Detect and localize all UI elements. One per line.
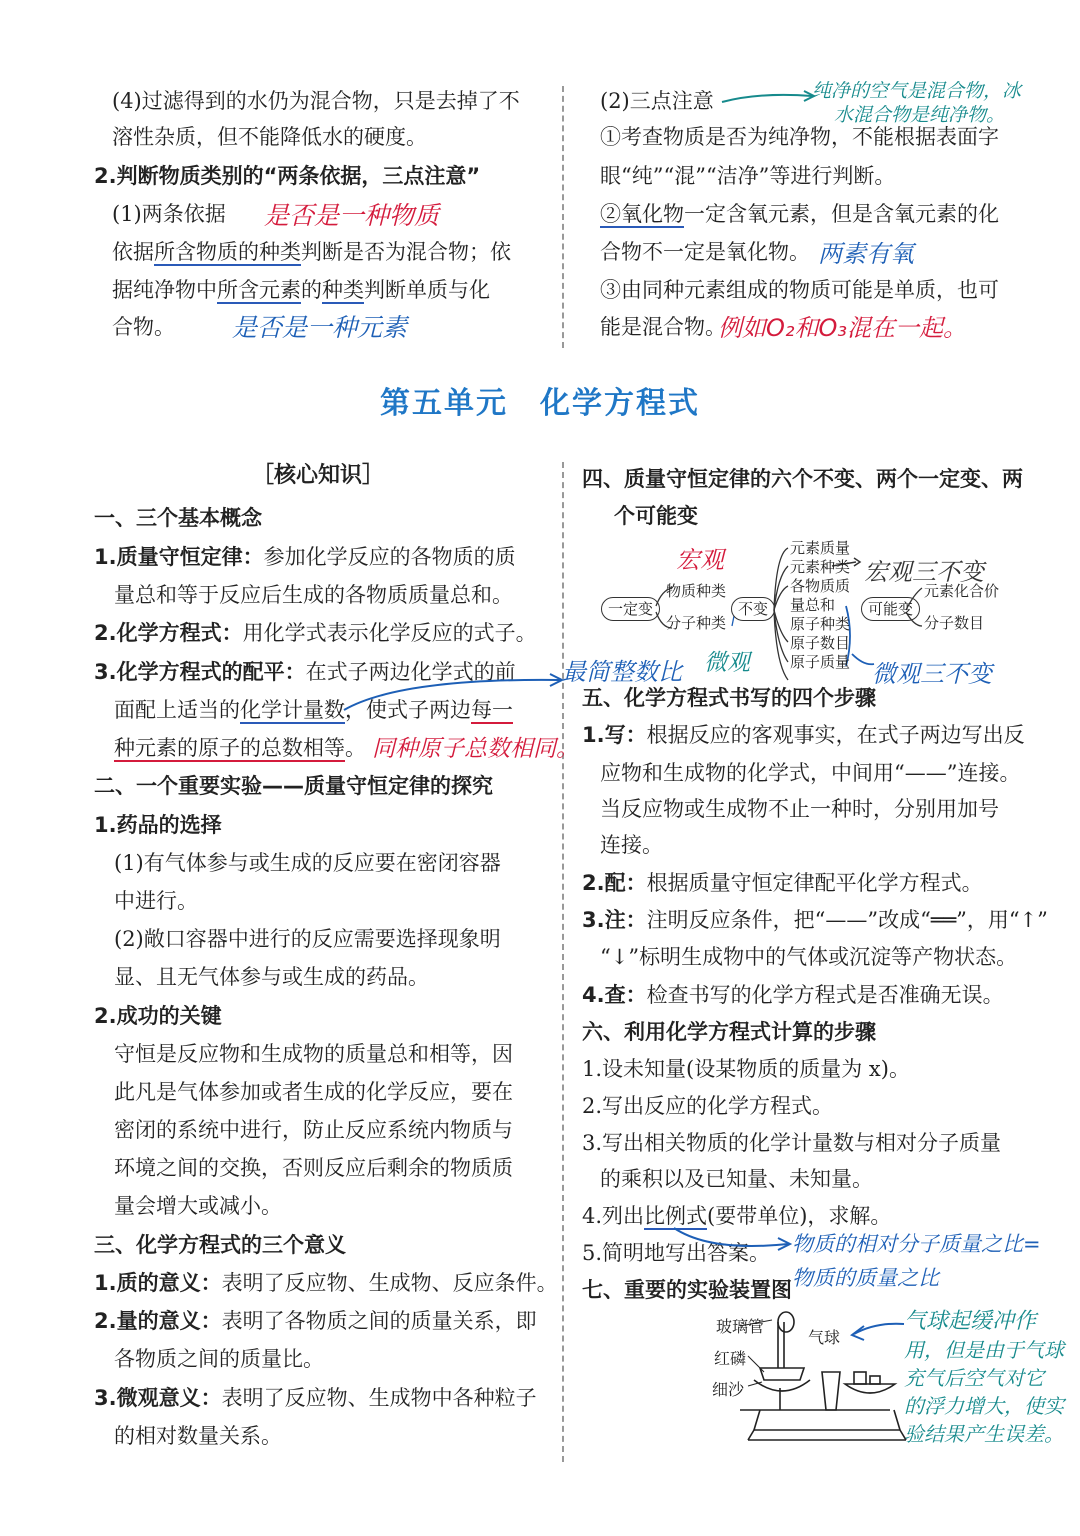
meaning-1: [94, 1270, 558, 1296]
top-right-line3: [600, 201, 999, 227]
diag-fenzi: 分子种类: [666, 614, 727, 632]
step-write: [582, 722, 1025, 748]
exp-1-line2: 中进行。: [114, 889, 198, 913]
arrow-icon: [720, 90, 820, 110]
step-check: [582, 982, 1004, 1008]
arrow-icon: [846, 1318, 908, 1342]
diag-b4: 量总和: [790, 596, 836, 614]
calc-2: 2.写出反应的化学方程式。: [582, 1094, 834, 1118]
sub-heading-1: (1)两条依据: [112, 202, 226, 226]
diag-b2: 元素种类: [790, 558, 851, 576]
text: 依据: [112, 240, 154, 264]
label: 3.化学方程式的配平：: [94, 660, 306, 684]
annotation-teal-2b: 用，但是由于气球: [904, 1338, 1064, 1362]
label-balloon: 气球: [808, 1328, 841, 1347]
calc-3: 3.写出相关物质的化学计量数与相对分子质量: [582, 1131, 1002, 1155]
diag-b6: 原子数目: [790, 634, 851, 652]
label: 3.微观意义：: [94, 1386, 222, 1410]
concept-1-cont: 量总和等于反应后生成的各物质质量总和。: [114, 583, 513, 607]
step-note: [582, 907, 1048, 933]
calc-5: 5.简明地写出答案。: [582, 1241, 771, 1265]
section-4-heading-cont: 个可能变: [614, 504, 698, 528]
underlined-text: 每一: [471, 698, 513, 722]
meaning-3: [94, 1385, 537, 1411]
exp-1-line1: (1)有气体参与或生成的反应要在密闭容器: [114, 851, 501, 875]
annotation-blue-4b: 物质的质量之比: [792, 1266, 939, 1290]
exp-1-heading: 1.药品的选择: [94, 813, 222, 837]
exp-2-line1: 守恒是反应物和生成物的质量总和相等，因: [114, 1042, 513, 1066]
top-left-line1: (4)过滤得到的水仍为混合物，只是去掉了不: [112, 89, 520, 113]
text: 根据反应的客观事实，在式子两边写出反: [646, 723, 1025, 747]
text: ，使式子两边: [345, 698, 471, 722]
text: 注明反应条件，把“——”改成“══”，用“↑”: [646, 908, 1048, 932]
annotation-red-hongguan: 宏观: [676, 546, 724, 574]
box-yiding: 一定变: [601, 597, 660, 621]
exp-1-line4: 显、且无气体参与或生成的药品。: [114, 965, 429, 989]
box-keneng: 可能变: [861, 597, 920, 621]
top-right-line1: ①考查物质是否为纯净物，不能根据表面字: [600, 125, 999, 149]
annotation-blue-3: 最简整数比: [562, 658, 682, 686]
annotation-teal-weiguan: 微观: [704, 650, 750, 676]
text: 判断是否为混合物；依: [301, 240, 511, 264]
label: 1.质的意义：: [94, 1271, 222, 1295]
label: 1.写：: [582, 723, 647, 747]
annotation-hongguan3: 宏观三不变: [864, 558, 984, 586]
section-1-heading: 一、三个基本概念: [94, 506, 262, 530]
underlined-text: 种元素的原子的总数相等: [114, 736, 345, 760]
underlined-text: 所含物质的种类: [154, 240, 301, 264]
text: 表明了各物质之间的质量关系，即: [221, 1309, 537, 1333]
exp-2-line4: 环境之间的交换，否则反应后剩余的物质质: [114, 1156, 513, 1180]
diag-b7: 原子质量: [790, 653, 851, 671]
text: 。: [345, 736, 366, 760]
exp-2-line2: 此凡是气体参加或者生成的化学反应，要在: [114, 1080, 513, 1104]
annotation-blue-weiguan3: 微观三不变: [872, 660, 992, 688]
underlined-text: 比例式: [644, 1204, 708, 1228]
text: 用化学式表示化学反应的式子。: [242, 621, 537, 645]
diag-b1: 元素质量: [790, 539, 851, 557]
top-divider: [562, 86, 564, 348]
text: 据纯净物中: [112, 278, 217, 302]
text: 判断单质与化: [364, 278, 490, 302]
exp-2-line3: 密闭的系统中进行，防止反应系统内物质与: [114, 1118, 513, 1142]
label: 2.化学方程式：: [94, 621, 243, 645]
underlined-text: ②氧化物: [600, 202, 684, 226]
underlined-text: 化学计量数: [240, 698, 345, 722]
label: 3.注：: [582, 908, 647, 932]
top-left-para1: [112, 239, 511, 265]
main-divider: [562, 462, 564, 1462]
underlined-text: 所含元素: [217, 278, 301, 302]
annotation-teal-1b: 水混合物是纯净物。: [834, 104, 1006, 126]
exp-1-line3: (2)敞口容器中进行的反应需要选择现象明: [114, 927, 501, 951]
top-right-line6: 能是混合物。: [600, 315, 726, 339]
step-write-cont3: 连接。: [600, 833, 663, 857]
annotation-teal-2e: 验结果产生误差。: [904, 1422, 1064, 1446]
concept-3-cont: [114, 697, 513, 723]
meaning-2-cont: 各物质之间的质量比。: [114, 1347, 324, 1371]
calc-3-cont: 的乘积以及已知量、未知量。: [600, 1167, 873, 1191]
annotation-teal-2c: 充气后空气对它: [904, 1366, 1044, 1390]
core-knowledge-heading: ［核心知识］: [252, 463, 385, 488]
text: (要带单位)，求解。: [707, 1204, 892, 1228]
annotation-blue-1: 是否是一种元素: [232, 313, 408, 342]
diag-wuzhi: 物质种类: [666, 582, 727, 600]
step-write-cont1: 应物和生成物的化学式，中间用“——”连接。: [600, 761, 1021, 785]
top-right-line5: ③由同种元素组成的物质可能是单质，也可: [600, 278, 999, 302]
annotation-teal-1a: 纯净的空气是混合物，冰: [812, 80, 1022, 102]
label: 2.配：: [582, 871, 647, 895]
annotation-red-2: 例如O₂和O₃混在一起。: [718, 314, 968, 342]
top-left-para2: [112, 277, 490, 303]
section-7-heading: 七、重要的实验装置图: [582, 1278, 792, 1302]
exp-2-heading: 2.成功的关键: [94, 1004, 222, 1028]
diag-b5: 原子种类: [790, 615, 851, 633]
text: 表明了反应物、生成物、反应条件。: [221, 1271, 558, 1295]
diag-k2: 分子数目: [924, 614, 985, 632]
annotation-blue-2: 两素有氧: [818, 240, 914, 268]
step-note-cont: “↓”标明生成物中的气体或沉淀等产物状态。: [600, 945, 1018, 969]
text: 参加化学反应的各物质的质: [263, 545, 516, 569]
exp-2-line5: 量会增大或减小。: [114, 1194, 282, 1218]
annotation-red-1: 是否是一种物质: [264, 201, 440, 230]
annotation-blue-4a: 物质的相对分子质量之比=: [792, 1232, 1041, 1256]
section-6-heading: 六、利用化学方程式计算的步骤: [582, 1020, 876, 1044]
text: 在式子两边化学式的前: [305, 660, 516, 684]
label-fine-sand: 细沙: [712, 1380, 745, 1399]
label-red-phosphorus: 红磷: [714, 1349, 747, 1368]
underlined-text: 种类: [322, 278, 364, 302]
step-write-cont2: 当反应物或生成物不止一种时，分别用加号: [600, 797, 999, 821]
label: 1.质量守恒定律：: [94, 545, 264, 569]
annotation-teal-2d: 的浮力增大，使实: [904, 1394, 1064, 1418]
sub-heading-2: (2)三点注意: [600, 89, 714, 113]
label: 2.量的意义：: [94, 1309, 222, 1333]
top-left-para3: 合物。: [112, 315, 175, 339]
heading-2: 2.判断物质类别的“两条依据，三点注意”: [94, 164, 481, 188]
text: 面配上适当的: [114, 698, 240, 722]
top-left-line2: 溶性杂质，但不能降低水的硬度。: [112, 125, 427, 149]
box-bubian: 不变: [731, 597, 775, 621]
text: 的: [301, 278, 322, 302]
label: 4.查：: [582, 983, 647, 1007]
section-3-heading: 三、化学方程式的三个意义: [94, 1233, 346, 1257]
diag-k1: 元素化合价: [924, 582, 1000, 600]
text: 4.列出: [582, 1204, 645, 1228]
text: 表明了反应物、生成物中各种粒子: [221, 1386, 537, 1410]
section-4-heading: 四、质量守恒定律的六个不变、两个一定变、两: [582, 467, 1023, 491]
unit-title: 第五单元 化学方程式: [380, 386, 700, 421]
top-right-line4: 合物不一定是氧化物。: [600, 240, 810, 264]
step-balance: [582, 870, 983, 896]
text: 检查书写的化学方程式是否准确无误。: [646, 983, 1004, 1007]
arrow-icon: [670, 1224, 800, 1254]
concept-1: [94, 544, 516, 570]
annotation-red-3: 同种原子总数相同。: [372, 736, 579, 762]
annotation-teal-2a: 气球起缓冲作: [904, 1309, 1037, 1334]
section-5-heading: 五、化学方程式书写的四个步骤: [582, 686, 876, 710]
diag-b3: 各物质质: [790, 577, 851, 595]
meaning-3-cont: 的相对数量关系。: [114, 1424, 282, 1448]
label-glass-tube: 玻璃管: [716, 1317, 765, 1336]
concept-3-cont2: [114, 735, 366, 761]
top-right-line2: 眼“纯”“混”“洁净”等进行判断。: [600, 164, 896, 188]
text: 根据质量守恒定律配平化学方程式。: [646, 871, 983, 895]
meaning-2: [94, 1308, 537, 1334]
text: 一定含氧元素，但是含氧元素的化: [684, 202, 999, 226]
section-2-heading: 二、一个重要实验——质量守恒定律的探究: [94, 774, 493, 798]
calc-1: 1.设未知量(设某物质的质量为 x)。: [582, 1057, 910, 1081]
concept-2: [94, 620, 537, 646]
